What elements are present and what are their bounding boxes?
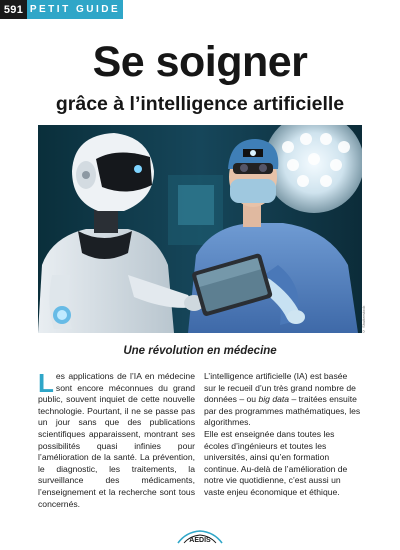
body-column-left: [38, 368, 195, 510]
drop-cap: L: [38, 368, 54, 398]
body-paragraph: [38, 368, 195, 510]
page-title: Se soigner: [92, 38, 308, 86]
publisher-logo: [176, 528, 224, 544]
photo-caption: Une révolution en médecine: [123, 345, 277, 357]
body-text: L’intelligence artificielle (IA) est basée sur le recueil d’un très grand nombre de données – ou: [204, 371, 356, 405]
body-emphasis: big data: [258, 394, 290, 405]
body-column-right: [204, 371, 361, 499]
series-band: [0, 0, 123, 19]
body-paragraph: Elle est enseignée dans toutes les écoles d’ingénieurs et toutes les universités, ainsi qu’en formation continue. Au-delà de l’amélioration de notre vie quotidienne, c’est aussi un vaste enjeu économique et éthique.: [204, 428, 348, 497]
cover-photo: [38, 125, 362, 333]
body-text-left: es applications de l’IA en médecine sont encore méconnues du grand public, souvent inquiet de cette nouvelle technologie. Pourtant, il ne se passe pas un jour sans que des publications scientifiques apparaissent, montrant ses possibilités quasi infinies pour l’amélioration de la santé. La prévention, le diagnostic, les traitements, la surveillance des médicaments, l’enseignement et la recherche sont tous concernés.: [38, 371, 195, 509]
body-paragraph: [204, 371, 361, 429]
series-number: 591: [0, 0, 27, 19]
page-subtitle: grâce à l’intelligence artificielle: [55, 93, 345, 115]
series-name: PETIT GUIDE: [27, 0, 123, 19]
cover-photo-illustration: [38, 125, 362, 333]
photo-credit: © Shutterstock: [361, 305, 366, 334]
publisher-logo-icon: [176, 528, 224, 544]
body-text: – traitées ensuite par des programmes mathématiques, les algorithmes.: [204, 394, 361, 428]
publisher-logo-text: AEDIS: [189, 537, 211, 544]
